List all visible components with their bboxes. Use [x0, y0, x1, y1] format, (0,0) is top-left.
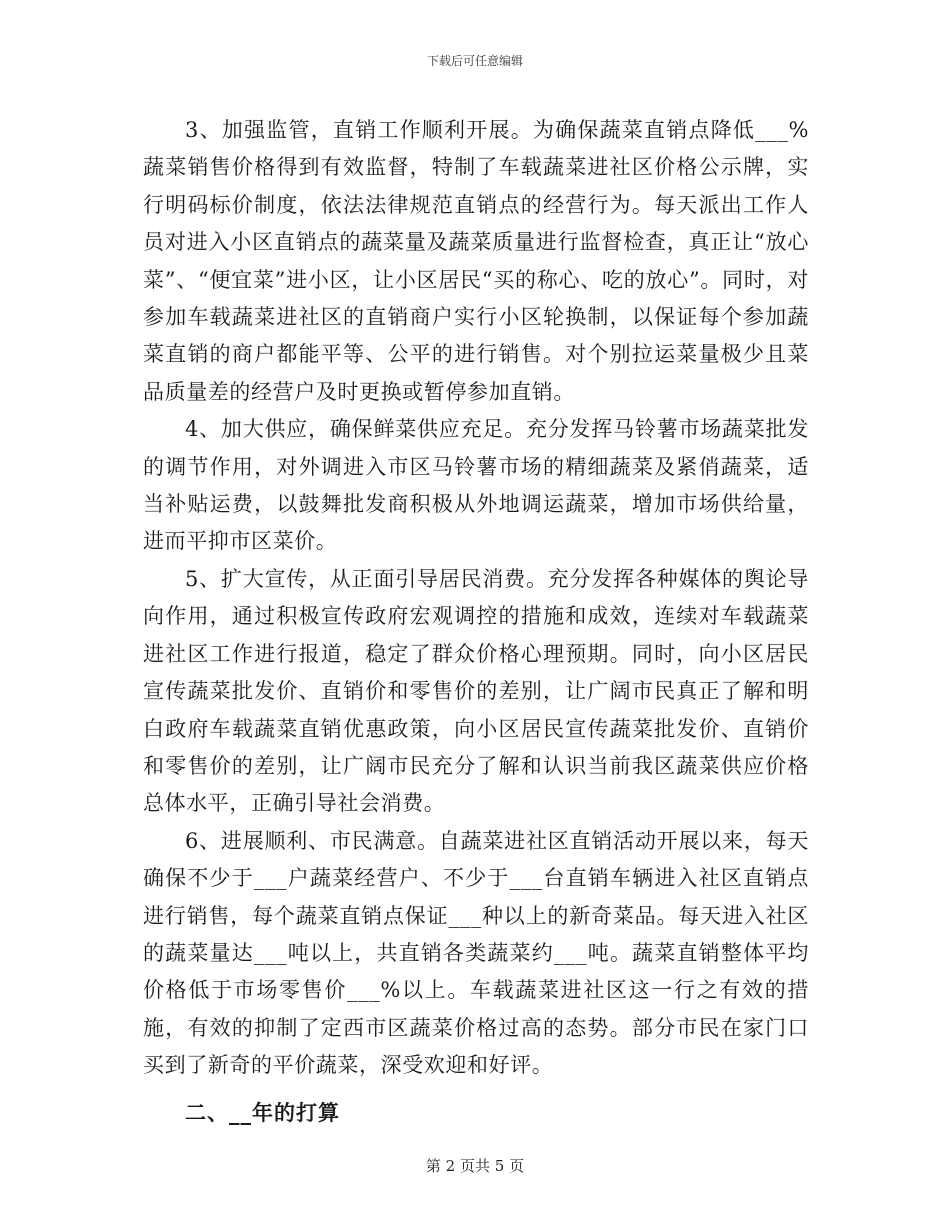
page-number: 第 2 页共 5 页	[425, 1157, 525, 1175]
paragraph-6-progress: 6、进展顺利、市民满意。自蔬菜进社区直销活动开展以来，每天确保不少于___户蔬菜经营户、不少于___台直销车辆进入社区直销点进行销售，每个蔬菜直销点保证___种以上的新奇菜品。每天进入社区的蔬菜量达___吨以上，共直销各类蔬菜约___吨。蔬菜直销整体平均价格低于市场零售价___%以上。车载蔬菜进社区这一行之有效的措施，有效的抑制了定西市区蔬菜价格过高的态势。部分市民在家门口买到了新奇的平价蔬菜，深受欢迎和好评。	[143, 828, 809, 1078]
paragraph-3-supervision: 3、加强监管，直销工作顺利开展。为确保蔬菜直销点降低___%蔬菜销售价格得到有效监督，特制了车载蔬菜进社区价格公示牌，实行明码标价制度，依法法律规范直销点的经营行为。每天派出工作人员对进入小区直销点的蔬菜量及蔬菜质量进行监督检查，真正让“放心菜”、“便宜菜”进小区，让小区居民“买的称心、吃的放心”。同时，对参加车载蔬菜进社区的直销商户实行小区轮换制，以保证每个参加蔬菜直销的商户都能平等、公平的进行销售。对个别拉运菜量极少且菜品质量差的经营户及时更换或暂停参加直销。	[143, 118, 809, 404]
page-header: 下载后可任意编辑	[426, 54, 523, 68]
section-heading: 二、__年的打算	[185, 1100, 340, 1125]
paragraph-4-supply: 4、加大供应，确保鲜菜供应充足。充分发挥马铃薯市场蔬菜批发的调节作用，对外调进入市区马铃薯市场的精细蔬菜及紧俏蔬菜，适当补贴运费，以鼓舞批发商积极从外地调运蔬菜，增加市场供给量，进而平抑市区菜价。	[143, 417, 809, 554]
paragraph-5-publicity: 5、扩大宣传，从正面引导居民消费。充分发挥各种媒体的舆论导向作用，通过积极宣传政府宏观调控的措施和成效，连续对车载蔬菜进社区工作进行报道，稳定了群众价格心理预期。同时，向小区居民宣传蔬菜批发价、直销价和零售价的差别，让广阔市民真正了解和明白政府车载蔬菜直销优惠政策，向小区居民宣传蔬菜批发价、直销价和零售价的差别，让广阔市民充分了解和认识当前我区蔬菜供应价格总体水平，正确引导社会消费。	[143, 566, 809, 816]
document-body	[143, 112, 809, 1132]
